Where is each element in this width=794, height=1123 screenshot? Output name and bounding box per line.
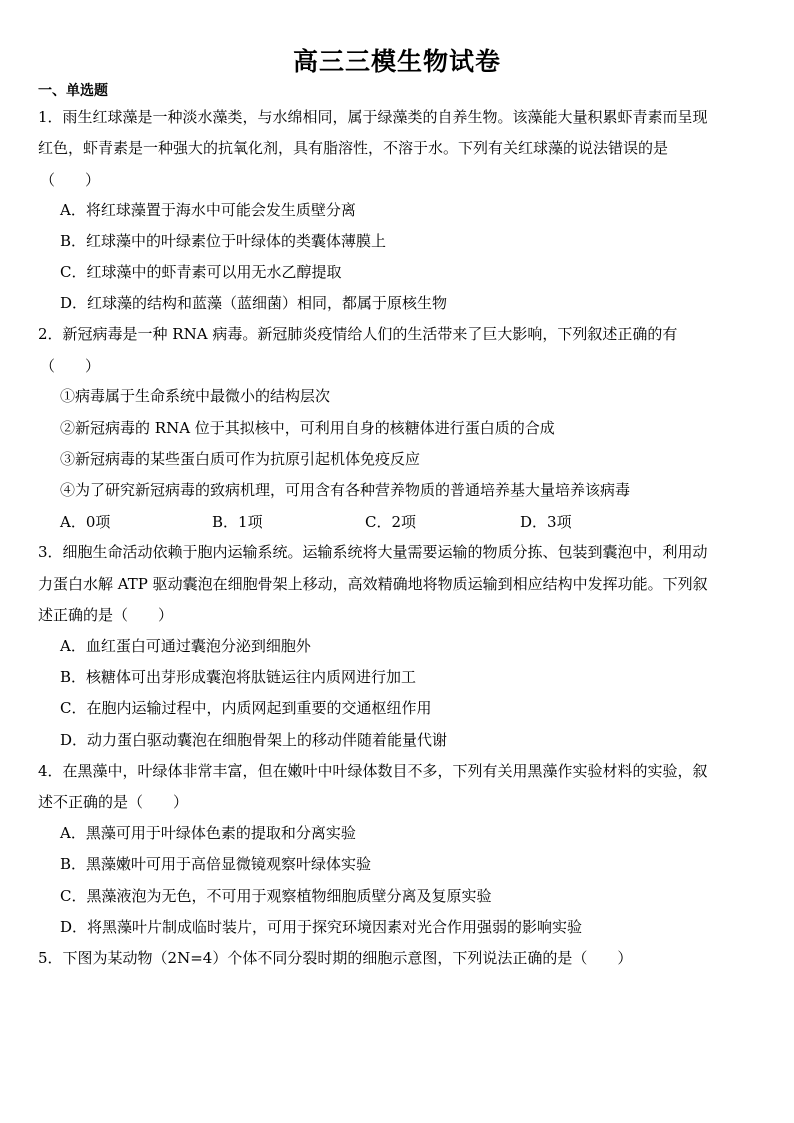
q2-option-a: A．0项 xyxy=(60,513,111,531)
q4-option-a: A．黑藻可用于叶绿体色素的提取和分离实验 xyxy=(60,824,356,842)
q3-stem-line1: 3．细胞生命活动依赖于胞内运输系统。运输系统将大量需要运输的物质分拣、包装到囊泡中，利用动 xyxy=(38,543,708,561)
q2-options-row xyxy=(60,511,620,531)
q1-option-d: D．红球藻的结构和蓝藻（蓝细菌）相同，都属于原核生物 xyxy=(60,294,448,312)
q1-option-c: C．红球藻中的虾青素可以用无水乙醇提取 xyxy=(60,263,342,281)
q2-answer-paren: （ ） xyxy=(40,357,101,375)
q4-option-d: D．将黑藻叶片制成临时装片，可用于探究环境因素对光合作用强弱的影响实验 xyxy=(60,918,583,936)
q2-statement-4: ④为了研究新冠病毒的致病机理，可用含有各种营养物质的普通培养基大量培养该病毒 xyxy=(60,481,631,499)
q2-statement-1: ①病毒属于生命系统中最微小的结构层次 xyxy=(60,387,331,405)
q4-stem-line1: 4．在黑藻中，叶绿体非常丰富，但在嫩叶中叶绿体数目不多，下列有关用黑藻作实验材料的实验，叙 xyxy=(38,762,708,780)
q3-stem-line2: 力蛋白水解 ATP 驱动囊泡在细胞骨架上移动，高效精确地将物质运输到相应结构中发挥功能。下列叙 xyxy=(38,575,708,593)
q2-statement-3: ③新冠病毒的某些蛋白质可作为抗原引起机体免疫反应 xyxy=(60,450,421,468)
q1-stem-line1: 1．雨生红球藻是一种淡水藻类，与水绵相同，属于绿藻类的自养生物。该藻能大量积累虾青素而呈现 xyxy=(38,108,708,126)
q5-stem-line1: 5．下图为某动物（2N=4）个体不同分裂时期的细胞示意图，下列说法正确的是（ ） xyxy=(38,949,633,967)
q2-option-b: B．1项 xyxy=(212,513,263,531)
q3-option-d: D．动力蛋白驱动囊泡在细胞骨架上的移动伴随着能量代谢 xyxy=(60,731,448,749)
q1-option-a: A．将红球藻置于海水中可能会发生质壁分离 xyxy=(60,201,356,219)
section-heading: 一、单选题 xyxy=(38,83,108,99)
q3-stem-line3: 述正确的是（ ） xyxy=(38,606,174,624)
q2-option-d: D．3项 xyxy=(520,513,572,531)
q1-stem-line2: 红色，虾青素是一种强大的抗氧化剂，具有脂溶性，不溶于水。下列有关红球藻的说法错误的是 xyxy=(38,139,669,157)
page-title: 高三三模生物试卷 xyxy=(292,47,501,76)
q2-statement-2: ②新冠病毒的 RNA 位于其拟核中，可利用自身的核糖体进行蛋白质的合成 xyxy=(60,419,555,437)
q1-option-b: B．红球藻中的叶绿素位于叶绿体的类囊体薄膜上 xyxy=(60,232,387,250)
q3-option-a: A．血红蛋白可通过囊泡分泌到细胞外 xyxy=(60,637,311,655)
q1-answer-paren: （ ） xyxy=(40,171,101,189)
q4-stem-line2: 述不正确的是（ ） xyxy=(38,793,189,811)
q4-option-c: C．黑藻液泡为无色，不可用于观察植物细胞质壁分离及复原实验 xyxy=(60,887,492,905)
q2-option-c: C．2项 xyxy=(365,513,417,531)
q2-stem-line1: 2．新冠病毒是一种 RNA 病毒。新冠肺炎疫情给人们的生活带来了巨大影响，下列叙述正确的有 xyxy=(38,325,678,343)
q3-option-b: B．核糖体可出芽形成囊泡将肽链运往内质网进行加工 xyxy=(60,668,417,686)
q4-option-b: B．黑藻嫩叶可用于高倍显微镜观察叶绿体实验 xyxy=(60,855,372,873)
q3-option-c: C．在胞内运输过程中，内质网起到重要的交通枢纽作用 xyxy=(60,699,432,717)
